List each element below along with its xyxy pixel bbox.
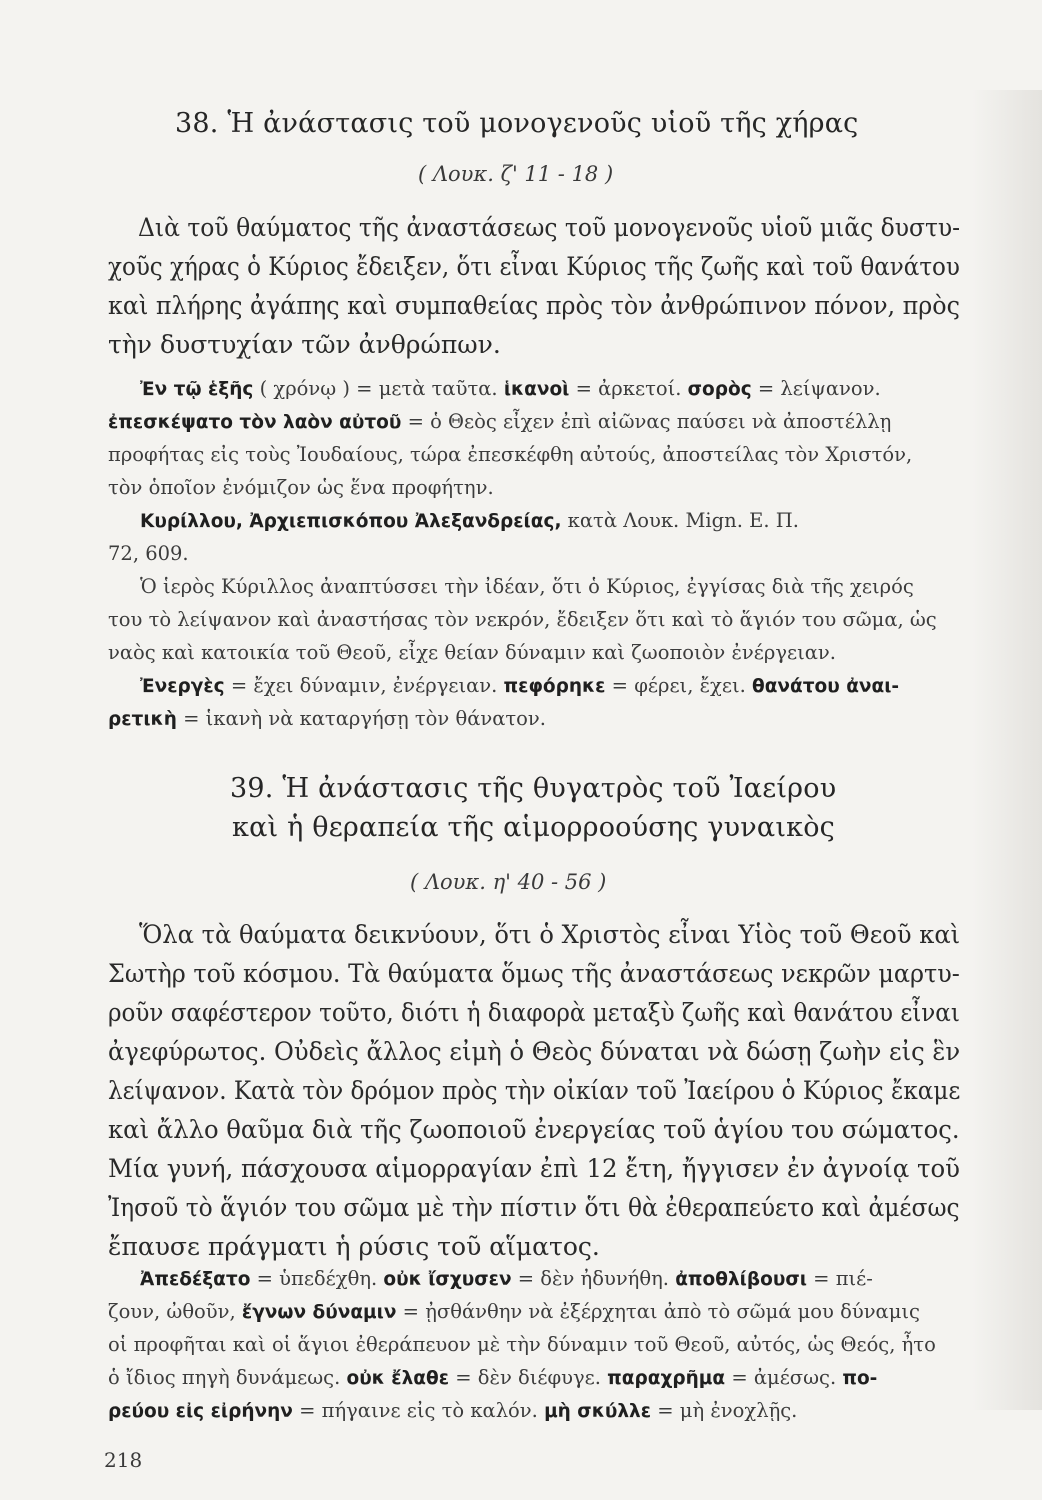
note-text: = δὲν ἠδυνήθη.	[511, 1267, 676, 1290]
note-text: = ἱκανὴ νὰ καταργήσῃ τὸν θάνατον.	[176, 707, 546, 730]
note-term: ἱκανοὶ	[503, 379, 570, 400]
section-39-title-line-2: καὶ ἡ θεραπεία τῆς αἱμορροούσης γυναικὸς	[232, 812, 835, 843]
paragraph-line: καὶ ἄλλο θαῦμα διὰ τῆς ζωοποιοῦ ἐνεργείας τοῦ ἁγίου του σώματος.	[108, 1115, 960, 1144]
note-term: οὐκ ἴσχυσεν	[383, 1269, 512, 1290]
paragraph-line: ἔπαυσε πράγματι ἡ ρύσις τοῦ αἵματος.	[108, 1232, 600, 1261]
section-38-title: 38. Ἡ ἀνάστασις τοῦ μονογενοῦς υἱοῦ τῆς χήρας	[175, 108, 859, 139]
note-term: πεφόρηκε	[503, 676, 606, 697]
note-text: οἱ προφῆται καὶ οἱ ἅγιοι ἐθεράπευον μὲ τὴν δύναμιν τοῦ Θεοῦ, αὐτός, ὡς Θεός, ἦτο	[108, 1333, 936, 1356]
note-text: ναὸς καὶ κατοικία τοῦ Θεοῦ, εἶχε θείαν δύναμιν καὶ ζωοποιὸν ἐνέργειαν.	[108, 641, 836, 664]
note-term: παραχρῆμα	[607, 1368, 726, 1389]
note-text: = ὑπεδέχθη.	[250, 1267, 384, 1290]
note-line	[108, 1295, 960, 1328]
paragraph-line: Ἰησοῦ τὸ ἅγιόν του σῶμα μὲ τὴν πίστιν ὅτι θὰ ἐθεραπεύετο καὶ ἀμέσως	[108, 1193, 960, 1222]
section-39-paragraph	[108, 915, 960, 1266]
note-term: μὴ σκύλλε	[544, 1401, 652, 1422]
note-term: ρετικὴ	[108, 709, 177, 730]
note-term: σορὸς	[687, 379, 752, 400]
note-term: πο-	[842, 1368, 878, 1389]
section-38-paragraph	[108, 208, 960, 364]
paragraph-line: Ὅλα τὰ θαύματα δεικνύουν, ὅτι ὁ Χριστὸς εἶναι Υἱὸς τοῦ Θεοῦ καὶ	[138, 920, 961, 949]
note-line	[108, 1328, 960, 1361]
note-line	[108, 405, 960, 438]
paragraph-line: Διὰ τοῦ θαύματος τῆς ἀναστάσεως τοῦ μονογενοῦς υἱοῦ μιᾶς δυστυ-	[137, 213, 961, 242]
note-text: = μὴ ἐνοχλῇς.	[651, 1399, 798, 1422]
note-text: = ᾐσθάνθην νὰ ἐξέρχηται ἀπὸ τὸ σῶμά μου δύναμις	[396, 1300, 920, 1323]
note-term: οὐκ ἔλαθε	[346, 1368, 449, 1389]
note-term: ἐπεσκέψατο τὸν λαὸν αὐτοῦ	[108, 412, 402, 433]
note-term: Ἀπεδέξατο	[140, 1269, 251, 1290]
note-text: κατὰ Λουκ. Mign. E. Π.	[561, 509, 799, 532]
note-text: = ἔχει δύναμιν, ἐνέργειαν.	[224, 674, 504, 697]
paragraph-line: Σωτὴρ τοῦ κόσμου. Τὰ θαύματα ὅμως τῆς ἀναστάσεως νεκρῶν μαρτυ-	[108, 959, 960, 988]
note-text: ὁ ἴδιος πηγὴ δυνάμεως.	[108, 1366, 347, 1389]
note-term: Ἐν τῷ ἑξῆς	[140, 379, 254, 400]
note-text: = λείψανον.	[751, 377, 881, 400]
note-line	[108, 702, 960, 735]
note-text: = ἀμέσως.	[725, 1366, 843, 1389]
section-39-title-line-1: 39. Ἡ ἀνάστασις τῆς θυγατρὸς τοῦ Ἰαείρου	[230, 773, 837, 804]
note-text: 72, 609.	[108, 542, 189, 565]
note-text: Ὁ ἱερὸς Κύριλλος ἀναπτύσσει τὴν ἰδέαν, ὅτι ὁ Κύριος, ἐγγίσας διὰ τῆς χειρός	[140, 575, 914, 598]
paragraph-line: Μία γυνή, πάσχουσα αἱμορραγίαν ἐπὶ 12 ἔτη, ἤγγισεν ἐν ἀγνοίᾳ τοῦ	[108, 1154, 960, 1183]
note-line	[108, 669, 960, 702]
note-text: του τὸ λείψανον καὶ ἀναστήσας τὸν νεκρόν, ἔδειξεν ὅτι καὶ τὸ ἅγιόν του σῶμα, ὡς	[108, 608, 937, 631]
note-text: = φέρει, ἔχει.	[605, 674, 753, 697]
paragraph-line: ροῦν σαφέστερον τοῦτο, διότι ἡ διαφορὰ μεταξὺ ζωῆς καὶ θανάτου εἶναι	[108, 998, 960, 1027]
section-39-notes	[108, 1262, 960, 1427]
note-line	[108, 1262, 960, 1295]
note-line	[108, 1361, 960, 1394]
paragraph-line: τὴν δυστυχίαν τῶν ἀνθρώπων.	[108, 330, 501, 359]
paragraph-line: καὶ πλήρης ἀγάπης καὶ συμπαθείας πρὸς τὸν ἀνθρώπινον πόνον, πρὸς	[108, 291, 960, 320]
section-39-reference: ( Λουκ. η' 40 - 56 )	[410, 870, 607, 894]
page-number: 218	[104, 1448, 143, 1472]
note-term: ἔγνων δύναμιν	[241, 1302, 397, 1323]
paragraph-line: ἀγεφύρωτος. Οὐδεὶς ἄλλος εἰμὴ ὁ Θεὸς δύναται νὰ δώσῃ ζωὴν εἰς ἓν	[108, 1037, 961, 1066]
note-text: = ὁ Θεὸς εἶχεν ἐπὶ αἰῶνας παύσει νὰ ἀποστέλλῃ	[401, 410, 892, 433]
note-text: προφήτας εἰς τοὺς Ἰουδαίους, τώρα ἐπεσκέφθη αὐτούς, ἀποστείλας τὸν Χριστόν,	[108, 443, 913, 466]
note-text: ( χρόνῳ ) = μετὰ ταῦτα.	[253, 377, 504, 400]
note-text: = δὲν διέφυγε.	[449, 1366, 608, 1389]
note-line	[108, 504, 960, 537]
note-line	[108, 603, 960, 636]
section-38-reference: ( Λουκ. ζ' 11 - 18 )	[418, 162, 614, 186]
note-line	[108, 636, 960, 669]
note-line	[108, 438, 960, 471]
note-line	[108, 570, 960, 603]
note-term: θανάτου ἀναι-	[752, 676, 900, 697]
note-text: = πήγαινε εἰς τὸ καλόν.	[292, 1399, 545, 1422]
note-text: = ἀρκετοί.	[569, 377, 688, 400]
paragraph-line: λείψανον. Κατὰ τὸν δρόμον πρὸς τὴν οἰκίαν τοῦ Ἰαείρου ὁ Κύριος ἔκαμε	[108, 1076, 961, 1105]
note-line	[108, 471, 960, 504]
note-term: Ἐνεργὲς	[140, 676, 225, 697]
paragraph-line: χοῦς χήρας ὁ Κύριος ἔδειξεν, ὅτι εἶναι Κύριος τῆς ζωῆς καὶ τοῦ θανάτου	[108, 252, 960, 281]
section-38-notes	[108, 372, 960, 735]
note-line	[108, 372, 960, 405]
note-text: τὸν ὁποῖον ἐνόμιζον ὡς ἕνα προφήτην.	[108, 476, 494, 499]
note-line	[108, 1394, 960, 1427]
note-term: ρεύου εἰς εἰρήνην	[108, 1401, 293, 1422]
note-line	[108, 537, 960, 570]
note-text: = πιέ-	[806, 1267, 873, 1290]
note-text: ζουν, ὠθοῦν,	[108, 1300, 242, 1323]
facing-page-bleed	[972, 90, 1042, 1410]
note-term: ἀποθλίβουσι	[675, 1269, 807, 1290]
note-term: Κυρίλλου, Ἀρχιεπισκόπου Ἀλεξανδρείας,	[140, 511, 562, 532]
